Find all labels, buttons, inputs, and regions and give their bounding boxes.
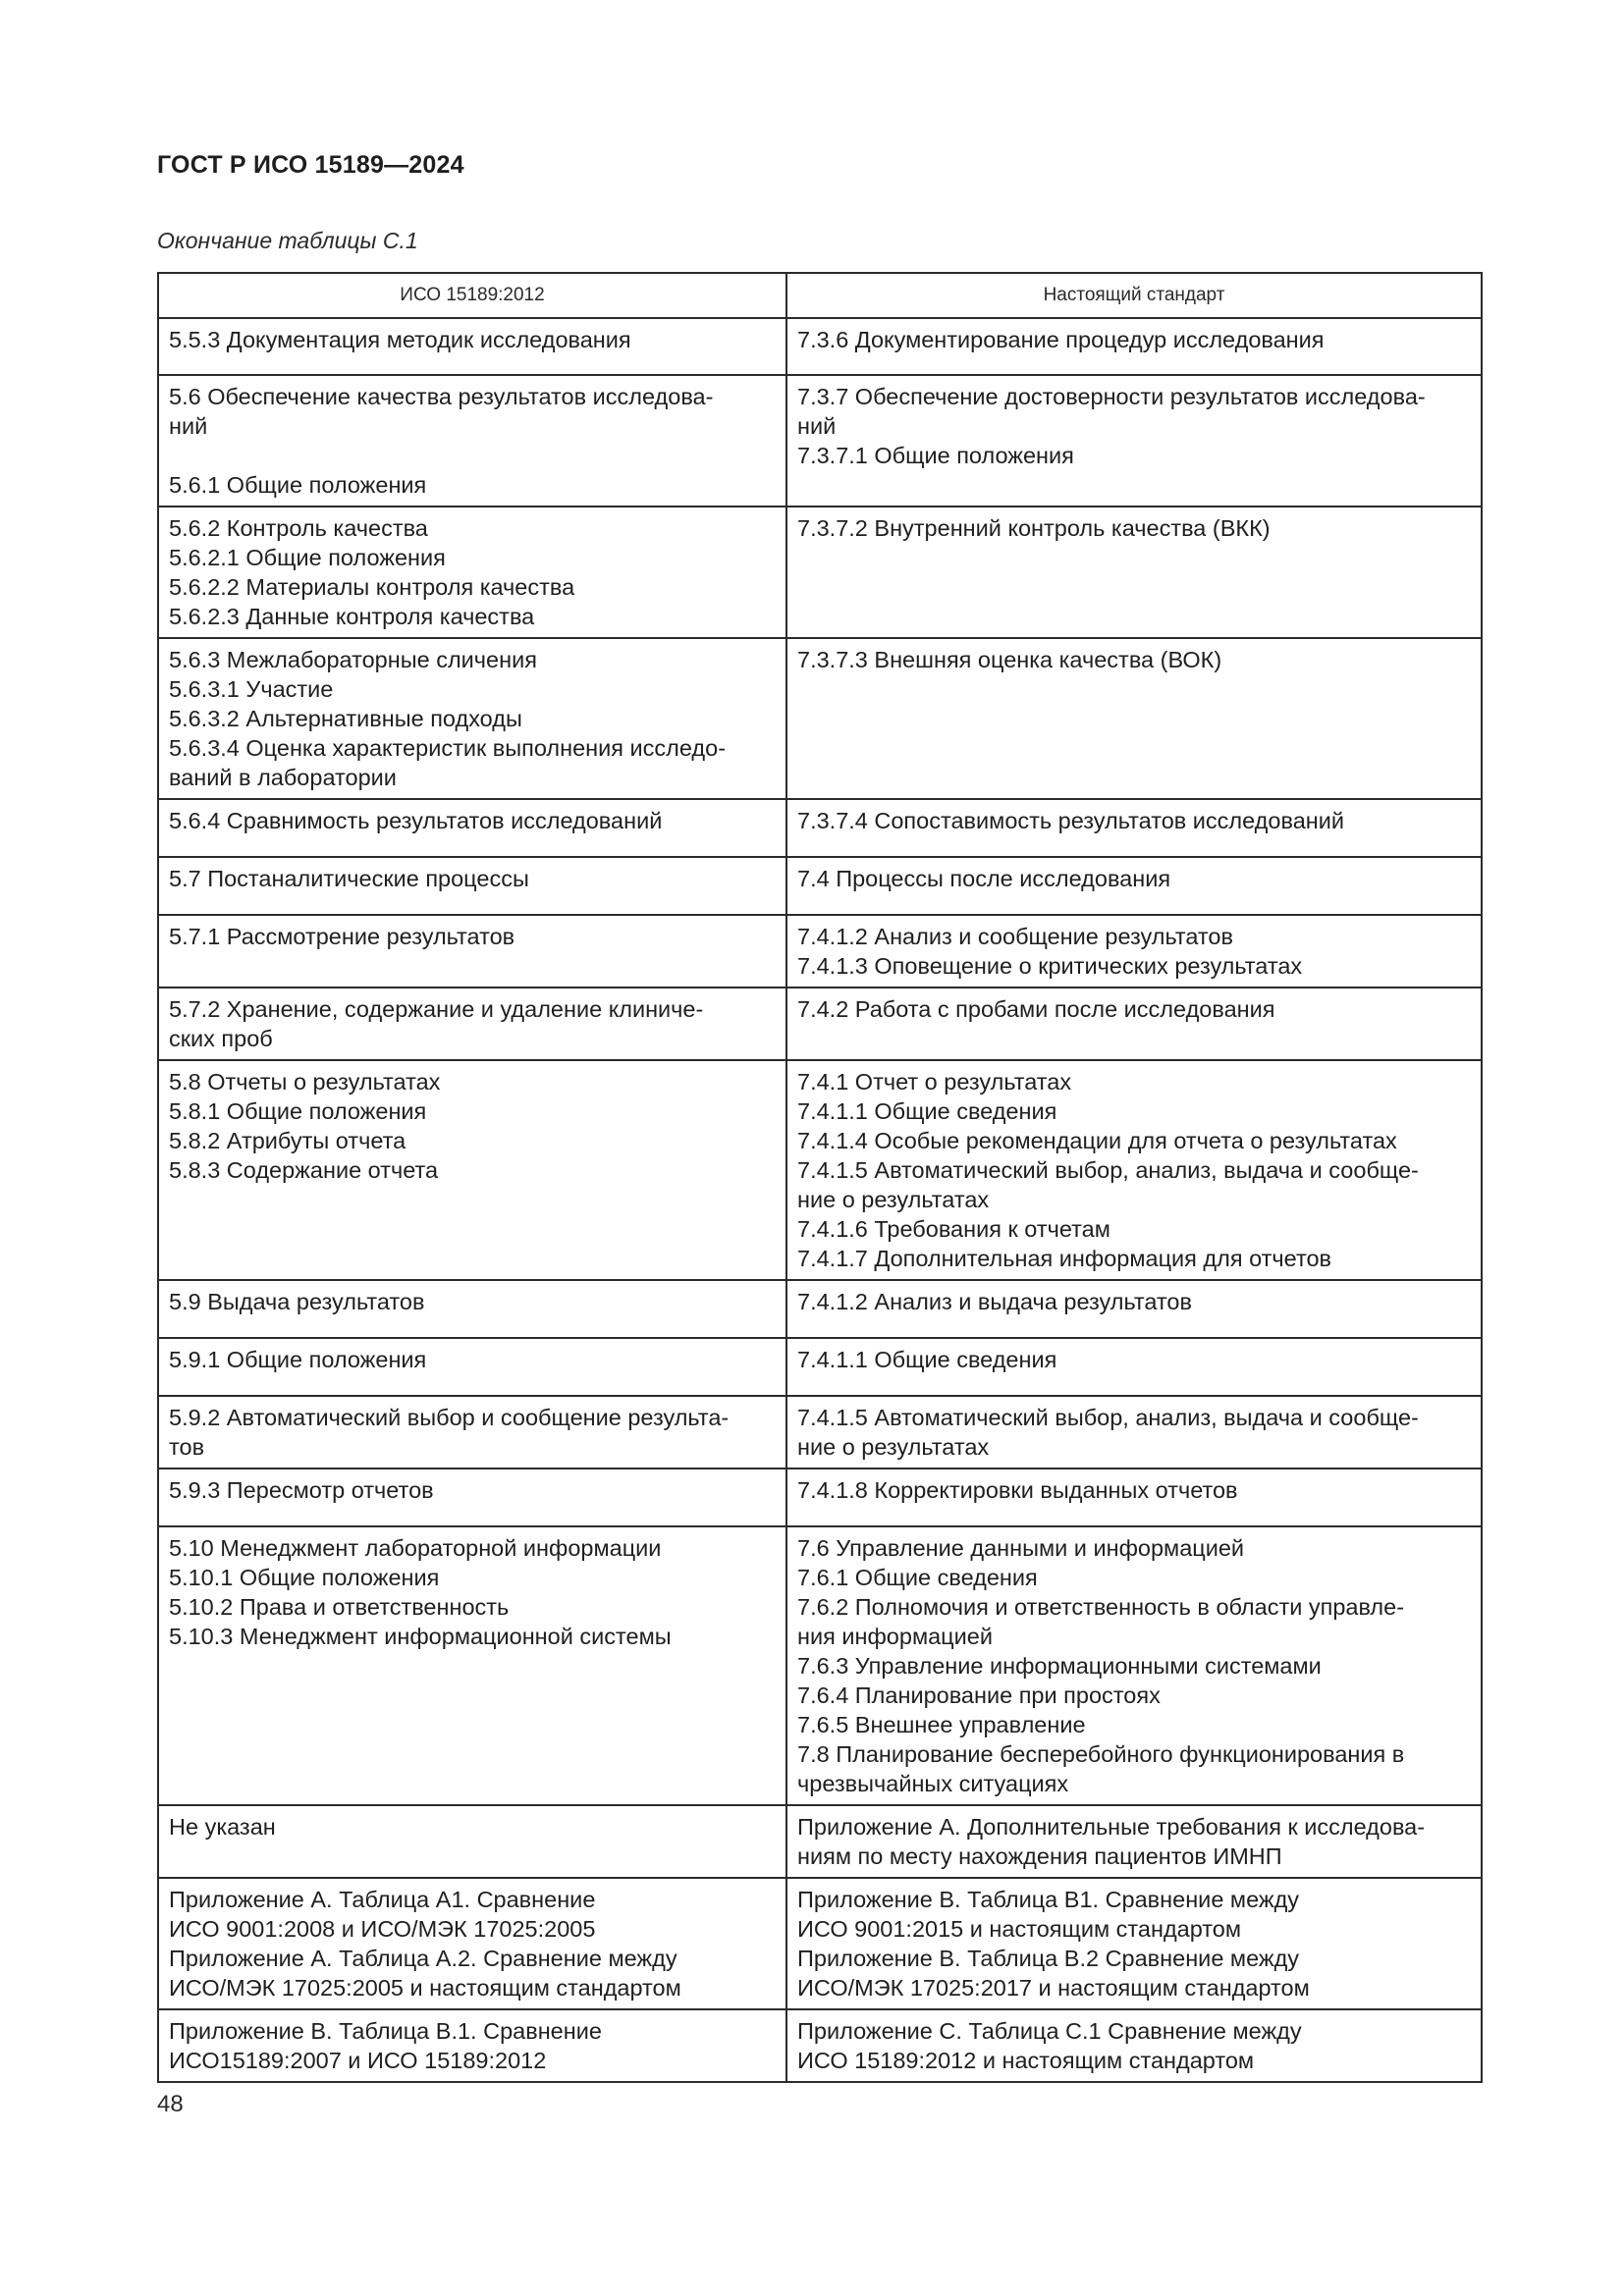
cell-line: ние о результатах [797, 1434, 990, 1460]
cell-current-standard [786, 1060, 1482, 1280]
cell-iso-2012 [158, 1280, 786, 1338]
table-caption: Окончание таблицы С.1 [157, 228, 418, 253]
cell-line: 5.8 Отчеты о результатах [169, 1069, 441, 1095]
cell-line: 7.3.7.3 Внешняя оценка качества (ВОК) [797, 647, 1222, 672]
cell-current-standard [786, 1338, 1482, 1396]
cell-iso-2012 [158, 375, 786, 507]
cell-line: 7.3.6 Документирование процедур исследования [797, 327, 1325, 352]
cell-iso-2012 [158, 1396, 786, 1468]
cell-line: ИСО 9001:2008 и ИСО/МЭК 17025:2005 [169, 1916, 596, 1942]
cell-line: 7.4.1.8 Корректировки выданных отчетов [797, 1477, 1238, 1503]
cell-iso-2012 [158, 638, 786, 799]
cell-iso-2012 [158, 318, 786, 375]
cell-line: Приложение В. Таблица В1. Сравнение между [797, 1887, 1300, 1912]
cell-line: 7.3.7.2 Внутренний контроль качества (ВКК) [797, 515, 1271, 541]
cell-line: 7.4 Процессы после исследования [797, 866, 1171, 891]
cell-line: ских проб [169, 1026, 273, 1051]
cell-current-standard [786, 1526, 1482, 1805]
cell-iso-2012 [158, 1526, 786, 1805]
cell-line: 7.6 Управление данными и информацией [797, 1535, 1245, 1561]
cell-iso-2012 [158, 1468, 786, 1526]
cell-line: 5.6.2.2 Материалы контроля качества [169, 574, 575, 600]
table-row [158, 1468, 1482, 1526]
cell-line: 5.6.2.1 Общие положения [169, 545, 446, 570]
table-header-row [158, 273, 1482, 318]
cell-line: 5.9 Выдача результатов [169, 1289, 425, 1314]
table-row [158, 799, 1482, 857]
cell-line: ний [169, 413, 208, 439]
cell-current-standard [786, 638, 1482, 799]
cell-current-standard [786, 799, 1482, 857]
cell-line: ИСО 15189:2012 и настоящим стандартом [797, 2048, 1255, 2073]
cell-current-standard [786, 1805, 1482, 1878]
cell-line: 7.4.1.1 Общие сведения [797, 1347, 1057, 1372]
cell-line: 7.6.2 Полномочия и ответственность в области управле- [797, 1594, 1405, 1620]
cell-current-standard [786, 2009, 1482, 2082]
table-row [158, 857, 1482, 915]
cell-line: 5.6.2 Контроль качества [169, 515, 428, 541]
cell-line: 7.4.1.6 Требования к отчетам [797, 1216, 1110, 1242]
column-header-iso-2012: ИСО 15189:2012 [158, 273, 786, 318]
cell-line: 5.9.2 Автоматический выбор и сообщение результа- [169, 1405, 730, 1430]
cell-line: 5.5.3 Документация методик исследования [169, 327, 631, 352]
cell-line: 5.6.3.2 Альтернативные подходы [169, 706, 522, 731]
cell-line: 7.4.1.1 Общие сведения [797, 1098, 1057, 1124]
cell-line: ИСО 9001:2015 и настоящим стандартом [797, 1916, 1242, 1942]
cell-line: 5.6.2.3 Данные контроля качества [169, 604, 535, 629]
cell-line: 7.4.1.4 Особые рекомендации для отчета о результатах [797, 1128, 1397, 1153]
cell-current-standard [786, 988, 1482, 1060]
cell-line: Приложение В. Таблица В.1. Сравнение [169, 2018, 602, 2044]
cell-line: 5.6.3.1 Участие [169, 676, 334, 702]
cell-line: ИСО/МЭК 17025:2017 и настоящим стандартом [797, 1975, 1310, 2001]
cell-line: 5.6.4 Сравнимость результатов исследований [169, 808, 663, 833]
table-row [158, 988, 1482, 1060]
table-row [158, 1878, 1482, 2009]
cell-iso-2012 [158, 988, 786, 1060]
cell-line: 7.8 Планирование бесперебойного функционирования в [797, 1741, 1405, 1767]
cell-iso-2012 [158, 1338, 786, 1396]
cell-current-standard [786, 915, 1482, 988]
cell-line: 7.4.1.3 Оповещение о критических результатах [797, 953, 1303, 979]
comparison-table [157, 272, 1483, 2083]
cell-line: 7.4.1.5 Автоматический выбор, анализ, выдача и сообще- [797, 1405, 1419, 1430]
table-row [158, 1396, 1482, 1468]
table-row [158, 638, 1482, 799]
cell-line: Приложение В. Таблица В.2 Сравнение между [797, 1946, 1300, 1971]
cell-current-standard [786, 857, 1482, 915]
cell-line: Приложение А. Таблица А.2. Сравнение между [169, 1946, 677, 1971]
cell-line: ИСО/МЭК 17025:2005 и настоящим стандартом [169, 1975, 681, 2001]
cell-line: 5.8.3 Содержание отчета [169, 1157, 439, 1183]
cell-line: Приложение А. Таблица А1. Сравнение [169, 1887, 596, 1912]
cell-current-standard [786, 1878, 1482, 2009]
cell-current-standard [786, 1396, 1482, 1468]
cell-line: 7.3.7 Обеспечение достоверности результатов исследова- [797, 384, 1426, 409]
cell-line: ний [797, 413, 837, 439]
cell-line: 7.6.5 Внешнее управление [797, 1712, 1086, 1737]
cell-current-standard [786, 507, 1482, 638]
cell-line: 5.9.3 Пересмотр отчетов [169, 1477, 434, 1503]
cell-current-standard [786, 318, 1482, 375]
cell-line: 5.6.3.4 Оценка характеристик выполнения исследо- [169, 735, 727, 761]
cell-iso-2012 [158, 857, 786, 915]
cell-iso-2012 [158, 1805, 786, 1878]
cell-line: ния информацией [797, 1624, 993, 1649]
table-row [158, 318, 1482, 375]
cell-iso-2012 [158, 799, 786, 857]
cell-iso-2012 [158, 915, 786, 988]
cell-line: 7.3.7.1 Общие положения [797, 443, 1074, 468]
cell-current-standard [786, 1280, 1482, 1338]
cell-line: 7.4.1.5 Автоматический выбор, анализ, выдача и сообще- [797, 1157, 1419, 1183]
cell-line: 7.4.1.2 Анализ и сообщение результатов [797, 924, 1233, 949]
cell-line: 5.8.2 Атрибуты отчета [169, 1128, 406, 1153]
cell-line: 5.10 Менеджмент лабораторной информации [169, 1535, 662, 1561]
cell-iso-2012 [158, 1060, 786, 1280]
cell-line: 7.4.1 Отчет о результатах [797, 1069, 1072, 1095]
cell-line: 7.3.7.4 Сопоставимость результатов исследований [797, 808, 1344, 833]
cell-line: ние о результатах [797, 1187, 990, 1212]
cell-iso-2012 [158, 2009, 786, 2082]
table-row [158, 1060, 1482, 1280]
page-number: 48 [157, 2091, 184, 2117]
cell-line: 5.6 Обеспечение качества результатов исследова- [169, 384, 714, 409]
cell-line: 7.6.1 Общие сведения [797, 1565, 1038, 1590]
cell-line: 5.7.1 Рассмотрение результатов [169, 924, 515, 949]
table-row [158, 1526, 1482, 1805]
cell-line: 7.6.4 Планирование при простоях [797, 1682, 1161, 1708]
cell-line: чрезвычайных ситуациях [797, 1771, 1069, 1796]
cell-line: 5.6.1 Общие положения [169, 472, 427, 498]
cell-iso-2012 [158, 1878, 786, 2009]
table-row [158, 1338, 1482, 1396]
cell-line: 5.10.2 Права и ответственность [169, 1594, 510, 1620]
cell-line: Не указан [169, 1814, 276, 1840]
table-row [158, 1280, 1482, 1338]
cell-line: Приложение С. Таблица С.1 Сравнение между [797, 2018, 1302, 2044]
cell-line: 7.4.2 Работа с пробами после исследования [797, 996, 1275, 1022]
table-body [158, 318, 1482, 2082]
document-header: ГОСТ Р ИСО 15189—2024 [157, 151, 464, 179]
cell-line: 5.7 Постаналитические процессы [169, 866, 529, 891]
cell-line: ИСО15189:2007 и ИСО 15189:2012 [169, 2048, 547, 2073]
cell-line: ниям по месту нахождения пациентов ИМНП [797, 1843, 1282, 1869]
cell-line: ваний в лаборатории [169, 765, 397, 790]
cell-line: 5.10.1 Общие положения [169, 1565, 440, 1590]
cell-line: 7.4.1.2 Анализ и выдача результатов [797, 1289, 1192, 1314]
cell-line: тов [169, 1434, 205, 1460]
cell-line: 5.9.1 Общие положения [169, 1347, 427, 1372]
cell-line: 5.6.3 Межлабораторные сличения [169, 647, 537, 672]
table-row [158, 915, 1482, 988]
cell-line: 5.7.2 Хранение, содержание и удаление клиниче- [169, 996, 704, 1022]
table-row [158, 2009, 1482, 2082]
cell-line: 5.10.3 Менеджмент информационной системы [169, 1624, 672, 1649]
cell-iso-2012 [158, 507, 786, 638]
cell-line: 7.4.1.7 Дополнительная информация для отчетов [797, 1246, 1332, 1271]
cell-line [169, 441, 776, 470]
column-header-current-standard: Настоящий стандарт [786, 273, 1482, 318]
cell-current-standard [786, 375, 1482, 507]
table-row [158, 1805, 1482, 1878]
cell-line: 5.8.1 Общие положения [169, 1098, 427, 1124]
table-row [158, 375, 1482, 507]
cell-line: Приложение А. Дополнительные требования к исследова- [797, 1814, 1426, 1840]
cell-current-standard [786, 1468, 1482, 1526]
table-row [158, 507, 1482, 638]
cell-line: 7.6.3 Управление информационными системами [797, 1653, 1322, 1679]
